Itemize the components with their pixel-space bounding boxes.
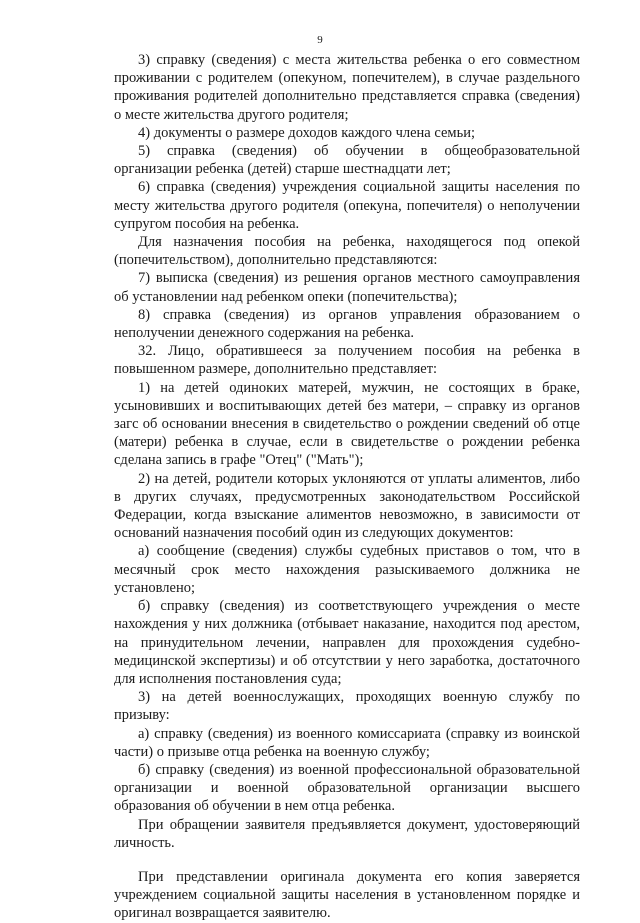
paragraph: 3) справку (сведения) с места жительства ребенка о его совместном проживании с родителем (опекуном, попечителем), в случае раздельного проживания родителей дополнительно представляется справка (сведения) о месте жительства другого родителя; xyxy=(114,52,580,123)
paragraph: 6) справка (сведения) учреждения социальной защиты населения по месту жительства другого родителя (опекуна, попечителя) о неполучении супругом пособия на ребенка. xyxy=(114,179,580,232)
paragraph: При представлении оригинала документа его копия заверяется учреждением социальной защиты населения в установленном порядке и оригинал возвращается заявителю. xyxy=(114,868,580,922)
paragraph: а) справку (сведения) из военного комиссариата (справку из воинской части) о призыве отца ребенка на военную службу; xyxy=(114,725,580,760)
paragraph: 8) справка (сведения) из органов управления образованием о неполучении денежного содержания на ребенка. xyxy=(114,306,580,342)
paragraph: 5) справка (сведения) об обучении в общеобразовательной организации ребенка (детей) старше шестнадцати лет; xyxy=(114,143,580,178)
paragraph: 32. Лицо, обратившееся за получением пособия на ребенка в повышенном размере, дополнительно представляет: xyxy=(114,343,580,378)
paragraph: 7) выписка (сведения) из решения органов местного самоуправления об установлении над ребенком опеки (попечительства); xyxy=(114,270,580,305)
paragraph: Для назначения пособия на ребенка, находящегося под опекой (попечительством), дополнительно представляются: xyxy=(114,234,580,269)
paragraph: 4) документы о размере доходов каждого члена семьи; xyxy=(138,124,475,141)
document-body xyxy=(114,51,580,923)
paragraph: При обращении заявителя предъявляется документ, удостоверяющий личность. xyxy=(114,816,580,851)
paragraph: а) сообщение (сведения) службы судебных приставов о том, что в месячный срок место нахождения разыскиваемого должника не установлено; xyxy=(114,543,580,596)
paragraph: 3) на детей военнослужащих, проходящих военную службу по призыву: xyxy=(114,689,580,724)
paragraph: б) справку (сведения) из соответствующего учреждения о месте нахождения у них должника (отбывает наказание, находится под арестом, на принудительном лечении, направлен для прохождения судебно-медицинской экспертизы) и об отсутствии у него заработка, достаточного для исполнения постановления суда; xyxy=(114,598,580,687)
page-number: 9 xyxy=(317,34,323,46)
paragraph: 2) на детей, родители которых уклоняются от уплаты алиментов, либо в других случаях, предусмотренных законодательством Российской Федерации, когда взыскание алиментов невозможно, в зависимости от оснований назначения пособий один из следующих документов: xyxy=(114,470,580,542)
paragraph: б) справку (сведения) из военной профессиональной образовательной организации и военной образовательной организации высшего образования об обучении в нем отца ребенка. xyxy=(114,761,580,815)
paragraph: 1) на детей одиноких матерей, мужчин, не состоящих в браке, усыновивших и воспитывающих детей без матери, – справку из органов загс об основании внесения в свидетельство о рождении сведений об отце (матери) ребенка в случае, если в свидетельстве о рождении ребенка сделана запись в графе "Отец" ("Мать"); xyxy=(114,379,580,469)
